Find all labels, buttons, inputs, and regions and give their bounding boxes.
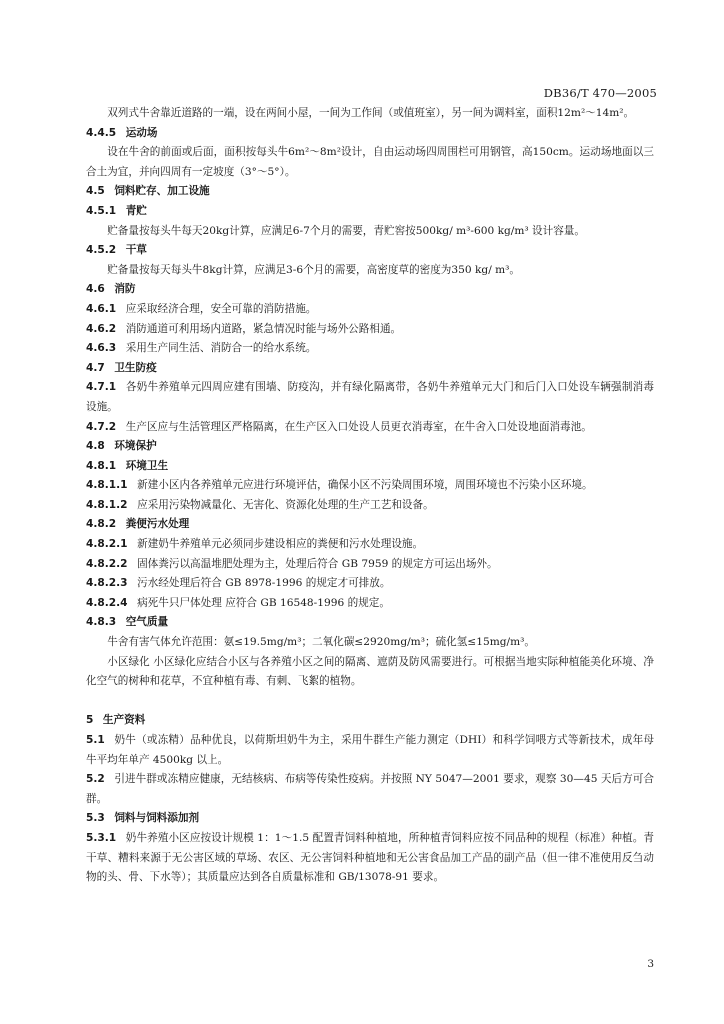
- clause: [86, 770, 654, 809]
- clause: [86, 320, 654, 340]
- clause: [86, 300, 654, 320]
- section-heading: [86, 515, 654, 535]
- section-number: 4.6: [86, 283, 105, 296]
- clause-text: 各奶牛养殖单元四周应建有围墙、防疫沟，并有绿化隔离带，各奶牛养殖单元大门和后门入口处设车辆强制消毒设施。: [86, 381, 654, 413]
- clause-number: 5.3.1: [86, 831, 117, 844]
- clause: [86, 574, 654, 594]
- clause-number: 4.8.2.1: [86, 538, 128, 551]
- clause-text: 应采取经济合理，安全可靠的消防措施。: [125, 302, 317, 315]
- section-heading: [86, 241, 654, 261]
- section-title: 卫生防疫: [114, 361, 157, 374]
- section-number: 4.7: [86, 361, 105, 374]
- clause-text: 奶牛养殖小区应按设计规模 1：1～1.5 配置青饲料种植地，所种植青饲料应按不同品种的规程（标准）种植。青干草、糟料来源于无公害区域的草场、农区、无公害饲料种植地和无公害食品加工产品的副产品（但一律不准使用反刍动物的头、骨、下水等）；其质量应达到各自质量标准和 GB/13078-91 要求。: [86, 831, 654, 884]
- clause-number: 4.6.1: [86, 302, 117, 315]
- clause: [86, 418, 654, 438]
- section-heading: [86, 809, 654, 829]
- clause-text: 消防通道可利用场内道路，紧急情况时能与场外公路相通。: [125, 322, 402, 335]
- clause-number: 4.8.1.2: [86, 498, 128, 511]
- section-title: 消防: [114, 283, 136, 296]
- standard-number: DB36/T 470—2005: [543, 86, 657, 100]
- clause-number: 5.1: [86, 734, 105, 746]
- section-title: 青贮: [125, 204, 147, 217]
- body-paragraph: 小区绿化 小区绿化应结合小区与各养殖小区之间的隔离、遮荫及防风需要进行。可根据当地实际种植能美化环境、净化空气的树种和花草，不宜种植有毒、有刺、飞絮的植物。: [86, 655, 654, 688]
- clause-number: 4.7.1: [86, 381, 117, 394]
- section-title: 饲料与饲料添加剂: [114, 812, 200, 825]
- section-title: 空气质量: [125, 616, 169, 629]
- section-heading: [86, 359, 654, 379]
- section-heading: [86, 711, 654, 731]
- clause: [86, 496, 654, 516]
- clause-number: 4.6.2: [86, 322, 117, 335]
- clause: [86, 555, 654, 575]
- section-number: 4.8.1: [86, 459, 117, 472]
- section-title: 运动场: [125, 126, 158, 139]
- section-number: 4.8.3: [86, 616, 117, 629]
- section-number: 4.4.5: [86, 126, 117, 139]
- clause: [86, 535, 654, 555]
- clause-number: 4.7.2: [86, 420, 117, 433]
- clause: [86, 339, 654, 359]
- body-paragraph: 贮备量按每天每头牛8kg计算，应满足3-6个月的需要，高密度草的密度为350 kg/ m³。: [107, 263, 521, 276]
- section-number: 4.5.1: [86, 204, 117, 217]
- clause-number: 4.8.2.3: [86, 577, 128, 590]
- section-number: 5.3: [86, 812, 105, 825]
- section-heading: [86, 437, 654, 457]
- section-heading: [86, 457, 654, 477]
- body-paragraph: 牛舍有害气体允许范围：氨≤19.5mg/m³；二氧化碳≤2920mg/m³；硫化氢≤15mg/m³。: [107, 636, 535, 649]
- body-paragraph: 贮备量按每头牛每天20kg计算，应满足6-7个月的需要，青贮窖按500kg/ m³-600 kg/m³ 设计容量。: [107, 224, 585, 237]
- clause-number: 4.6.3: [86, 342, 117, 355]
- document-body: [86, 104, 654, 888]
- section-number: 4.5: [86, 185, 105, 198]
- clause-text: 采用生产同生活、消防合一的给水系统。: [125, 342, 317, 355]
- clause-text: 新建小区内各养殖单元应进行环境评估，确保小区不污染周围环境，周围环境也不污染小区环境。: [137, 479, 593, 492]
- section-heading: [86, 613, 654, 633]
- section-title: 饲料贮存、加工设施: [114, 185, 210, 198]
- section-title: 环境保护: [114, 440, 157, 453]
- body-paragraph: 设在牛舍的前面或后面，面积按每头牛6m²～8m²设计，自由运动场四周围栏可用钢管，高150cm。运动场地面以三合土为宜，并向四周有一定坡度（3°～5°）。: [86, 146, 654, 178]
- clause-text: 生产区应与生活管理区严格隔离，在生产区入口处设人员更衣消毒室，在牛舍入口处设地面消毒池。: [125, 420, 592, 433]
- clause: [86, 378, 654, 417]
- clause-text: 病死牛只尸体处理 应符合 GB 16548-1996 的规定。: [137, 596, 390, 609]
- clause: [86, 731, 654, 770]
- clause-text: 应采用污染物减量化、无害化、资源化处理的生产工艺和设备。: [137, 498, 434, 511]
- section-number: 4.5.2: [86, 244, 117, 257]
- clause-text: 污水经处理后符合 GB 8978-1996 的规定才可排放。: [137, 577, 391, 590]
- section-heading: [86, 182, 654, 202]
- section-heading: [86, 280, 654, 300]
- clause: [86, 594, 654, 614]
- clause: [86, 829, 654, 888]
- clause-text: 新建奶牛养殖单元必须同步建设相应的粪便和污水处理设施。: [137, 538, 424, 551]
- body-paragraph: 双列式牛舍靠近道路的一端，设在两间小屋，一间为工作间（或值班室），另一间为调料室，面积12m²～14m²。: [107, 107, 635, 119]
- section-title: 生产资料: [102, 714, 146, 727]
- clause-text: 奶牛（或冻精）品种优良，以荷斯坦奶牛为主，采用牛群生产能力测定（DHI）和科学饲喂方式等新技术，成年母牛平均年单产 4500kg 以上。: [86, 734, 654, 766]
- section-title: 干草: [125, 244, 147, 257]
- clause-number: 5.2: [86, 773, 105, 786]
- section-number: 4.8.2: [86, 518, 117, 531]
- section-title: 环境卫生: [125, 459, 169, 472]
- clause-text: 引进牛群或冻精应健康，无结核病、布病等传染性疫病。并按照 NY 5047—2001 要求，观察 30—45 天后方可合群。: [86, 773, 654, 805]
- clause-text: 固体粪污以高温堆肥处理为主，处理后符合 GB 7959 的规定方可运出场外。: [137, 557, 498, 570]
- section-number: 5: [86, 714, 94, 727]
- clause-number: 4.8.2.2: [86, 557, 128, 570]
- section-heading: [86, 124, 654, 144]
- clause-number: 4.8.2.4: [86, 596, 128, 609]
- clause: [86, 476, 654, 496]
- section-heading: [86, 202, 654, 222]
- page-number: 3: [647, 958, 654, 970]
- section-number: 4.8: [86, 440, 105, 453]
- section-title: 粪便污水处理: [125, 518, 190, 531]
- clause-number: 4.8.1.1: [86, 479, 128, 492]
